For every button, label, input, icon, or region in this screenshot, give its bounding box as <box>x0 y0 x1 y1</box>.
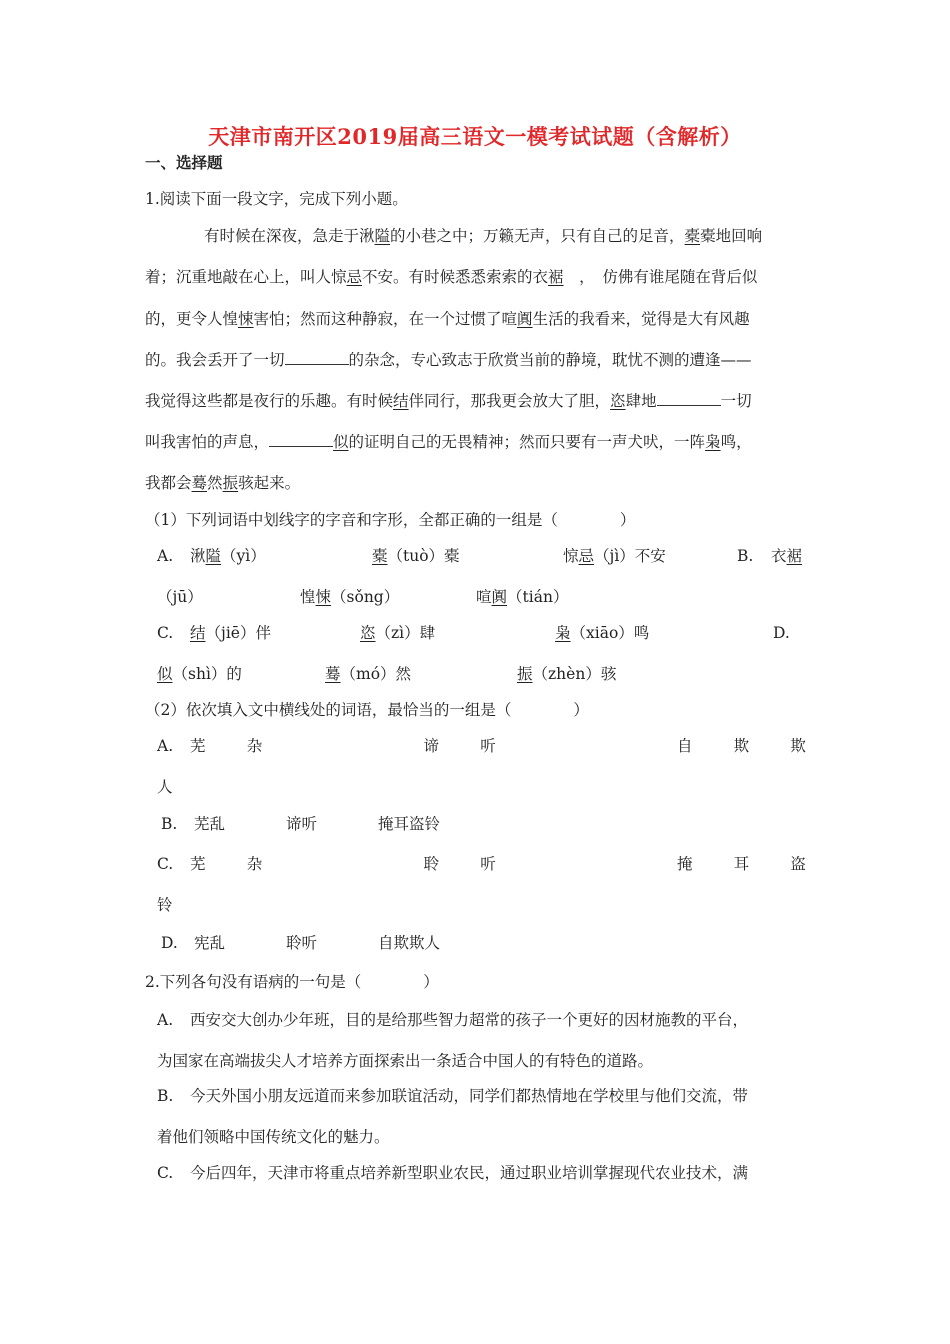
option-2C-text: 芜 杂 聆 听 掩 耳 盗 <box>190 855 806 873</box>
passage-line-6: 叫我害怕的声息， 似的证明自己的无畏精神；然而只要有一声犬吠，一阵枭鸣， <box>145 433 752 451</box>
underlined-char: 忌 <box>346 268 363 286</box>
underlined-char: 恣 <box>610 392 626 410</box>
option-2-B-line-1: 今天外国小朋友远道而来参加联谊活动，同学们都热情地在学校里与他们交流，带 <box>190 1087 749 1105</box>
option-2-C-label: C. <box>157 1164 174 1182</box>
underlined-char: 阗 <box>517 310 533 328</box>
underlined-char: 振 <box>222 474 239 492</box>
subquestion-1-stem: （1）下列词语中划线字的字音和字形，全都正确的一组是（ ） <box>145 511 636 529</box>
option-2D-word-1: 宪乱 <box>194 934 226 952</box>
option-1C-word-1: 结（jiē）伴 <box>190 624 271 642</box>
passage-line-2: 着；沉重地敲在心上，叫人惊忌不安。有时候悉悉索索的衣裾 ， 仿佛有谁尾随在背后似 <box>145 268 758 286</box>
option-2D-word-2: 聆听 <box>286 934 318 952</box>
option-1D-word-3: 振（zhèn）骇 <box>517 665 617 683</box>
document-title: 天津市南开区2019届高三语文一模考试试题（含解析） <box>208 124 742 149</box>
passage-line-3: 的，更令人惶悚害怕；然而这种静寂，在一个过惯了喧阗生活的我看来，觉得是大有风趣 <box>145 310 750 328</box>
option-2C-label: C. <box>157 855 174 873</box>
option-1A-word-3: 惊忌（jì）不安 <box>563 547 666 565</box>
underlined-char: 结 <box>393 392 409 410</box>
option-2-A-label: A. <box>157 1011 174 1029</box>
question-2-stem: 2.下列各句没有语病的一句是（ ） <box>145 973 439 991</box>
option-1A-label: A. <box>157 547 174 565</box>
passage-line-5: 我觉得这些都是夜行的乐趣。有时候结伴同行，那我更会放大了胆，恣肆地 一切 <box>145 392 752 410</box>
question-1-stem: 1.阅读下面一段文字，完成下列小题。 <box>145 190 408 208</box>
option-1A-word-1: 湫隘（yì） <box>190 547 266 565</box>
option-1B-label: B. <box>737 547 754 565</box>
option-2-A-line-2: 为国家在高端拔尖人才培养方面探索出一条适合中国人的有特色的道路。 <box>157 1052 654 1070</box>
option-2-C-line-1: 今后四年，天津市将重点培养新型职业农民，通过职业培训掌握现代农业技术，满 <box>190 1164 749 1182</box>
underlined-char: 蓦 <box>191 474 208 492</box>
option-2D-word-3: 自欺欺人 <box>378 934 441 952</box>
option-2A-label: A. <box>157 737 174 755</box>
option-2B-word-2: 谛听 <box>286 815 318 833</box>
passage-line-4: 的。我会丢开了一切 的杂念，专心致志于欣赏当前的静境，耽忧不测的遭逢—— <box>145 351 752 369</box>
fill-blank-1 <box>285 350 349 365</box>
underlined-char: 悚 <box>238 310 254 328</box>
passage-line-7: 我都会蓦然振骇起来。 <box>145 474 301 492</box>
option-2A-wrap: 人 <box>157 778 173 796</box>
option-1B-word-3: 喧阗（tián） <box>476 588 569 606</box>
section-heading: 一、选择题 <box>145 153 223 172</box>
option-1B-word-1-pinyin: （jū） <box>157 588 203 606</box>
option-2C-wrap: 铃 <box>157 896 173 914</box>
underlined-char: 橐 <box>684 227 701 245</box>
option-2-A-line-1: 西安交大创办少年班，目的是给那些智力超常的孩子一个更好的因材施教的平台， <box>190 1011 749 1029</box>
fill-blank-2 <box>657 391 721 406</box>
option-1D-word-2: 蓦（mó）然 <box>325 665 412 683</box>
underlined-char: 裾 <box>548 268 564 286</box>
option-1C-word-3: 枭（xiāo）鸣 <box>555 624 650 642</box>
underlined-char: 枭 <box>705 433 721 451</box>
option-2-B-line-2: 着他们领略中国传统文化的魅力。 <box>157 1128 390 1146</box>
underlined-char: 隘 <box>374 227 391 245</box>
fill-blank-3 <box>269 432 333 447</box>
option-2B-word-1: 芜乱 <box>194 815 226 833</box>
underlined-char: 似 <box>333 433 349 451</box>
option-1B-word-2: 惶悚（sǒng） <box>300 588 400 606</box>
option-1B-word-1: 衣裾 <box>771 547 803 565</box>
option-2A-text: 芜 杂 谛 听 自 欺 欺 <box>190 737 806 755</box>
passage-line-1: 有时候在深夜，急走于湫隘的小巷之中；万籁无声，只有自己的足音，橐橐地回响 <box>204 227 763 245</box>
option-2B-label: B. <box>161 815 178 833</box>
option-2D-label: D. <box>161 934 178 952</box>
option-1D-word-1: 似（shì）的 <box>157 665 242 683</box>
option-1D-label: D. <box>773 624 790 642</box>
option-1C-word-2: 恣（zì）肆 <box>360 624 436 642</box>
option-2B-word-3: 掩耳盗铃 <box>378 815 441 833</box>
option-1C-label: C. <box>157 624 174 642</box>
option-2-B-label: B. <box>157 1087 174 1105</box>
option-1A-word-2: 橐（tuò）橐 <box>372 547 460 565</box>
subquestion-2-stem: （2）依次填入文中横线处的词语，最恰当的一组是（ ） <box>145 701 589 719</box>
